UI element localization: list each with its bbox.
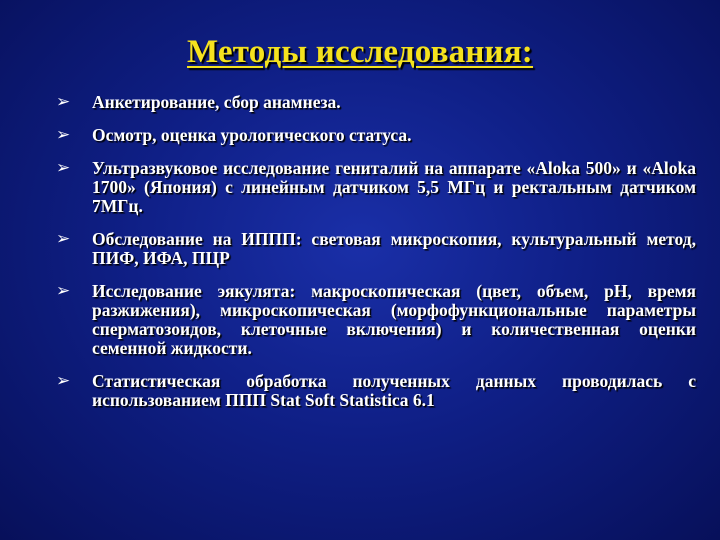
list-item-text: Обследование на ИППП: световая микроскопия, культуральный метод, ПИФ, ИФА, ПЦР: [92, 229, 696, 268]
list-item: [56, 372, 696, 410]
list-item: [56, 159, 696, 216]
slide-title-container: [0, 34, 720, 71]
arrowhead-bullet-icon: ➢: [56, 158, 71, 178]
list-item: [56, 282, 696, 358]
slide-title: Методы исследования:: [187, 34, 533, 70]
list-item-text: Исследование эякулята: макроскопическая (цвет, объем, pH, время разжижения), микроскопическая (морфофункциональные параметры сперматозоидов, клеточные включения) и количественная оценки семенной жидкости.: [92, 281, 696, 358]
arrowhead-bullet-icon: ➢: [56, 371, 71, 391]
list-item: [56, 230, 696, 268]
list-item-text: Статистическая обработка полученных данных проводилась с использованием ППП Stat Soft Statistica 6.1: [92, 371, 696, 410]
list-item: [56, 93, 696, 112]
arrowhead-bullet-icon: ➢: [56, 281, 71, 301]
list-item-text: Анкетирование, сбор анамнеза.: [92, 92, 341, 112]
arrowhead-bullet-icon: ➢: [56, 229, 71, 249]
list-item: [56, 126, 696, 145]
list-item-text: Осмотр, оценка урологического статуса.: [92, 125, 412, 145]
arrowhead-bullet-icon: ➢: [56, 125, 71, 145]
arrowhead-bullet-icon: ➢: [56, 92, 71, 112]
methods-list: [56, 93, 696, 410]
list-item-text: Ультразвуковое исследование гениталий на аппарате «Aloka 500» и «Aloka 1700» (Япония) с линейным датчиком 5,5 МГц и ректальным датчиком 7МГц.: [92, 158, 696, 216]
